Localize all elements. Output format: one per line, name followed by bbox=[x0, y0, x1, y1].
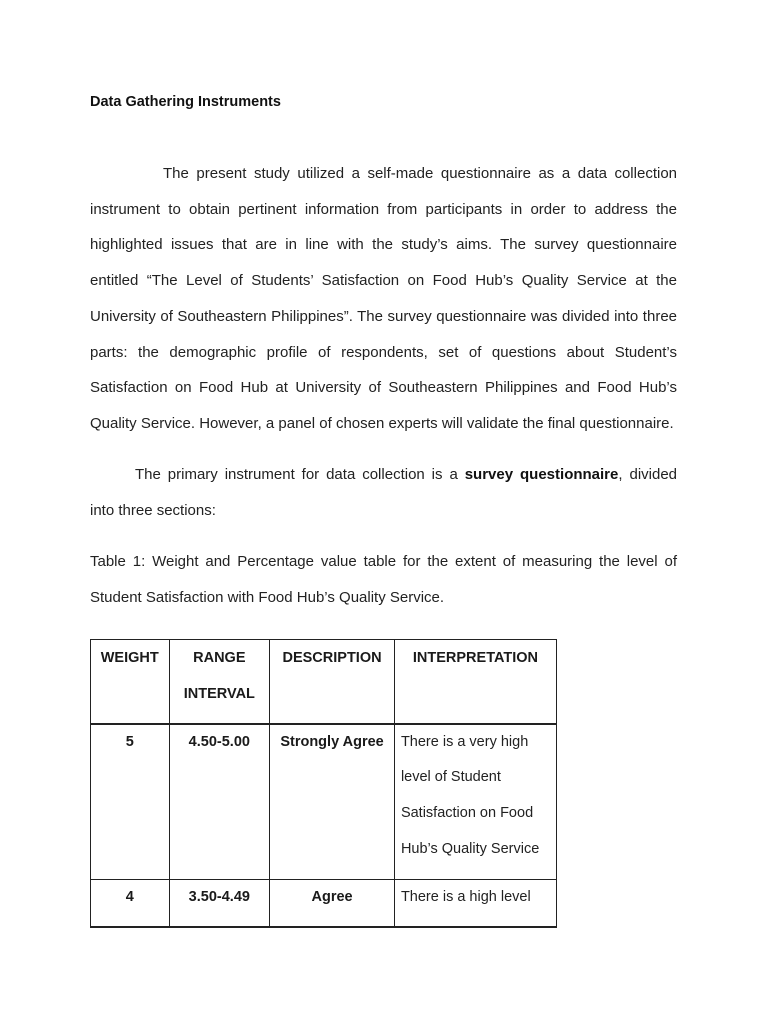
cell-description: Strongly Agree bbox=[270, 724, 395, 880]
paragraph-instrument-description: The present study utilized a self-made questionnaire as a data collection instrument to obtain pertinent information from participants in order to address the highlighted issues that are in line with the study’s aims. The survey questionnaire entitled “The Level of Students’ Satisfaction on Food Hub’s Quality Service at the University of Southeastern Philippines”. The survey questionnaire was divided into three parts: the demographic profile of respondents, set of questions about Student’s Satisfaction on Food Hub at University of Southeastern Philippines and Food Hub’s Quality Service. However, a panel of chosen experts will validate the final questionnaire. bbox=[90, 165, 677, 432]
paragraph-text-after: , divided into three sections: bbox=[90, 466, 678, 519]
table-header-row bbox=[91, 640, 557, 724]
cell-interpretation: There is a high level bbox=[394, 880, 556, 927]
cell-description: Agree bbox=[270, 880, 395, 927]
section-heading: Data Gathering Instruments bbox=[90, 94, 281, 110]
cell-weight: 5 bbox=[91, 724, 170, 880]
table-row bbox=[91, 724, 557, 880]
table-row bbox=[91, 880, 557, 927]
header-interpretation: INTERPRETATION bbox=[394, 640, 556, 724]
weight-table bbox=[90, 639, 557, 928]
cell-interpretation: There is a very high level of Student Satisfaction on Food Hub’s Quality Service bbox=[394, 724, 556, 880]
cell-range-interval: 4.50-5.00 bbox=[169, 724, 270, 880]
cell-range-interval: 3.50-4.49 bbox=[169, 880, 270, 927]
paragraph-text-before: The primary instrument for data collection is a bbox=[135, 466, 465, 483]
cell-weight: 4 bbox=[91, 880, 170, 927]
header-weight: WEIGHT bbox=[91, 640, 170, 724]
header-description: DESCRIPTION bbox=[270, 640, 395, 724]
header-range-interval: RANGE INTERVAL bbox=[169, 640, 270, 724]
paragraph-primary-instrument bbox=[90, 457, 677, 528]
table-caption: Table 1: Weight and Percentage value table for the extent of measuring the level of Student Satisfaction with Food Hub’s Quality Service. bbox=[90, 553, 677, 606]
paragraph-bold-term: survey questionnaire bbox=[464, 466, 619, 483]
